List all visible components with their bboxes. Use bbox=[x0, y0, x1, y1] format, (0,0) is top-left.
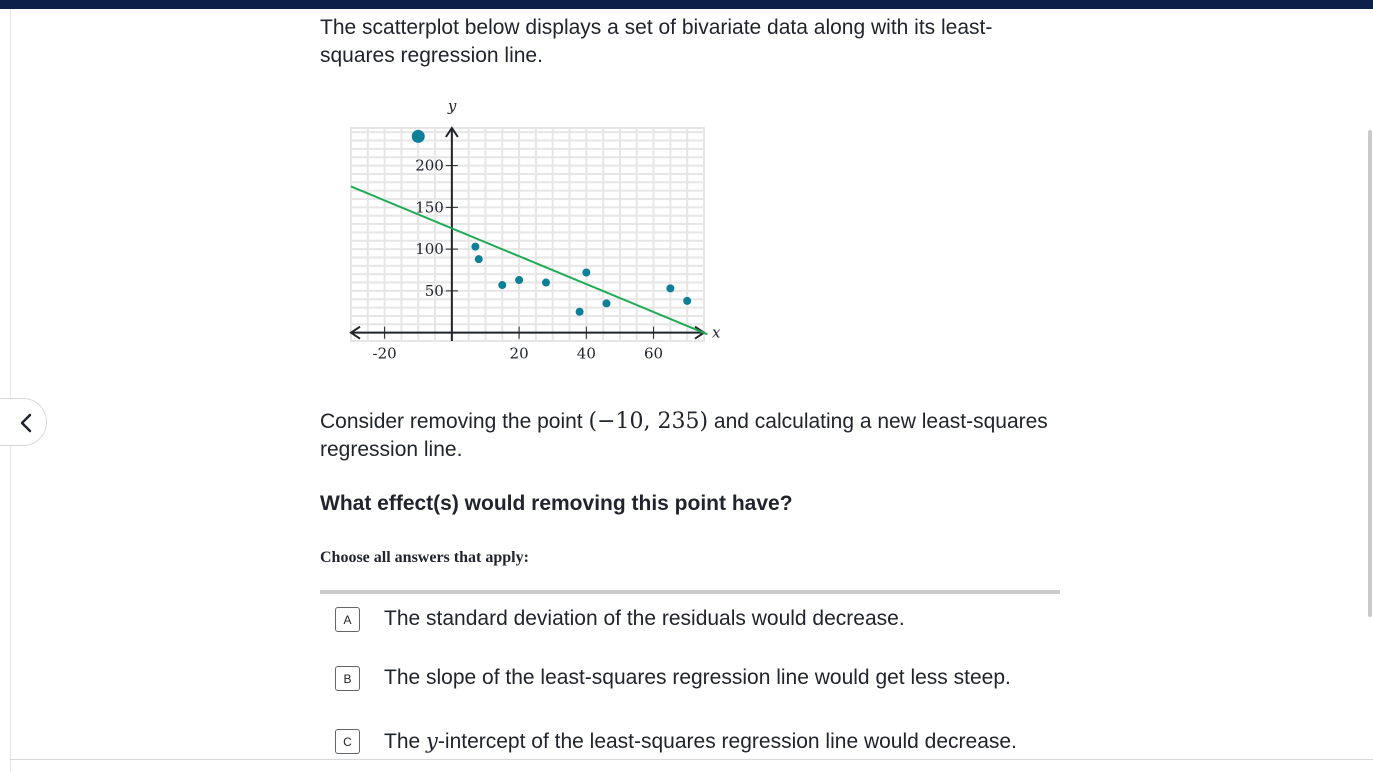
data-point bbox=[582, 269, 590, 277]
bottom-divider bbox=[10, 759, 1373, 760]
choice-c-text-before: The bbox=[384, 730, 421, 753]
chevron-left-icon bbox=[19, 413, 33, 433]
data-point bbox=[576, 308, 584, 316]
choice-a[interactable] bbox=[335, 604, 1075, 634]
choice-c-letter[interactable]: C bbox=[335, 729, 360, 754]
choice-a-letter[interactable]: A bbox=[335, 607, 360, 632]
instruction-text: Choose all answers that apply: bbox=[320, 549, 529, 566]
data-point bbox=[542, 279, 550, 287]
choice-c-text[interactable] bbox=[384, 726, 1017, 757]
scatterplot bbox=[340, 90, 740, 380]
x-tick-label: 40 bbox=[576, 344, 596, 363]
y-tick-label: 150 bbox=[415, 198, 444, 217]
choice-c-math: y bbox=[426, 729, 438, 753]
y-tick-label: 100 bbox=[415, 240, 444, 259]
data-point bbox=[666, 284, 674, 292]
y-axis-label: y bbox=[447, 97, 457, 115]
data-point bbox=[475, 255, 483, 263]
y-tick-label: 50 bbox=[424, 281, 444, 300]
choice-c[interactable] bbox=[335, 726, 1075, 756]
choice-a-text[interactable]: The standard deviation of the residuals would decrease. bbox=[384, 607, 905, 630]
choice-b-letter[interactable]: B bbox=[335, 666, 360, 691]
consider-text-after: and calculating a new least-squares regression line. bbox=[320, 410, 1048, 461]
left-frame-border bbox=[10, 9, 11, 772]
data-point bbox=[471, 243, 479, 251]
x-tick-label: 60 bbox=[644, 344, 664, 363]
consider-paragraph bbox=[320, 408, 1060, 464]
choice-c-text-after: -intercept of the least-squares regression line would decrease. bbox=[437, 730, 1017, 753]
data-point bbox=[603, 299, 611, 307]
scrollbar[interactable] bbox=[1368, 130, 1372, 617]
highlighted-data-point bbox=[412, 130, 425, 143]
data-point bbox=[498, 281, 506, 289]
x-axis-label: x bbox=[712, 323, 721, 342]
plot-grid bbox=[351, 128, 704, 341]
previous-button[interactable] bbox=[0, 398, 47, 446]
choice-b[interactable] bbox=[335, 663, 1075, 693]
data-point bbox=[515, 276, 523, 284]
top-bar bbox=[0, 0, 1373, 9]
intro-paragraph: The scatterplot below displays a set of bivariate data along with its least-squares regression line. bbox=[320, 16, 993, 67]
choices-divider bbox=[320, 590, 1060, 594]
consider-text-before: Consider removing the point bbox=[320, 410, 583, 433]
grid-border bbox=[351, 128, 704, 341]
plot-axes bbox=[351, 128, 704, 341]
x-tick-label: 20 bbox=[509, 344, 529, 363]
choice-b-text[interactable]: The slope of the least-squares regression line would get less steep. bbox=[384, 666, 1011, 689]
data-point bbox=[683, 297, 691, 305]
question-heading: What effect(s) would removing this point have? bbox=[320, 492, 793, 515]
y-tick-label: 200 bbox=[415, 156, 444, 175]
consider-point: (−10, 235) bbox=[588, 409, 709, 434]
x-tick-label: -20 bbox=[372, 344, 397, 363]
